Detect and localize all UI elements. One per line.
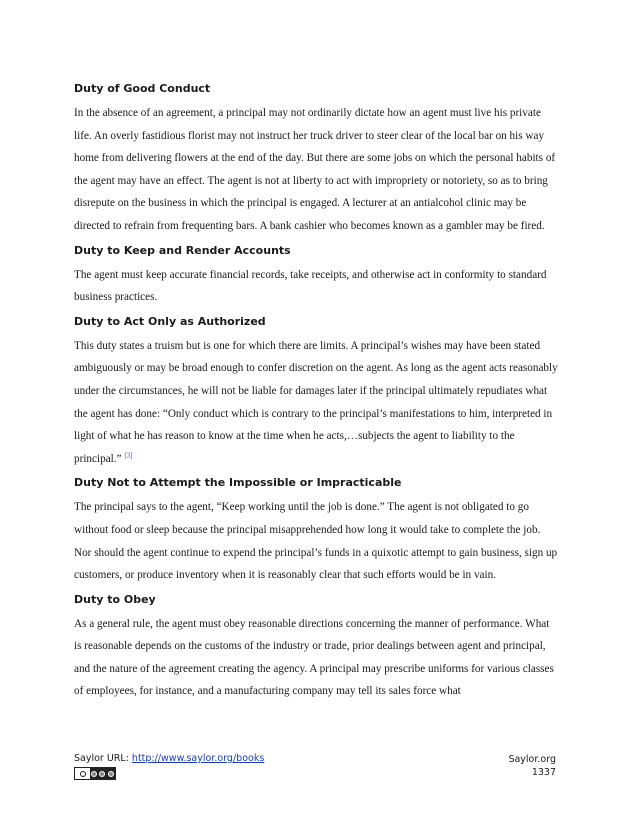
page-number: 1337 xyxy=(531,767,556,778)
paragraph-obey: As a general rule, the agent must obey reasonable directions concerning the manner of performance. What is reasonable depends on the customs of the industry or trade, prior dealings between agent and principal, and the nature of the agreement creating the agency. A principal may prescribe uniforms for various classes of employees, for instance, and a manufacturing company may tell its sales force what xyxy=(74,617,554,698)
heading-obey: Duty to Obey xyxy=(74,592,156,606)
footer-site-info xyxy=(508,753,556,779)
paragraph-keep-accounts: The agent must keep accurate financial records, take receipts, and otherwise act in conformity to standard business practices. xyxy=(74,268,547,304)
footnote-link[interactable]: [3] xyxy=(124,450,133,459)
footer-url xyxy=(74,753,264,764)
paragraph-not-impossible: The principal says to the agent, “Keep working until the job is done.” The agent is not obligated to go without food or sleep because the principal misapprehended how long it would take to complete the job. Nor should the agent continue to expend the principal’s funds in a quixotic attempt to gain business, sign up customers, or produce inventory when it is reasonably clear that such efforts would be in vain. xyxy=(74,501,558,582)
footer-url-label: Saylor URL: xyxy=(74,753,132,764)
creative-commons-icon xyxy=(74,767,116,780)
cc-attribution-icons xyxy=(90,768,115,779)
heading-good-conduct: Duty of Good Conduct xyxy=(74,82,211,95)
page-content xyxy=(74,80,558,707)
heading-keep-accounts: Duty to Keep and Render Accounts xyxy=(74,243,291,257)
cc-logo-icon xyxy=(75,768,90,779)
footer-url-link[interactable]: http://www.saylor.org/books xyxy=(131,753,265,764)
heading-not-impossible: Duty Not to Attempt the Impossible or Impracticable xyxy=(74,476,402,490)
paragraph-act-authorized-text: This duty states a truism but is one for which there are limits. A principal’s wishes may have been stated ambiguously or may be broad enough to confer discretion on the agent. As long as the agent acts reasonably under the circumstances, he will not be liable for damages later if the principal ultimately repudiates what the agent has done: “Only conduct which is contrary to the principal’s manifestations to him, interpreted in light of what he has reason to know at the time when he acts,…subjects the agent to liability to the principal.” xyxy=(74,339,558,465)
footer-site: Saylor.org xyxy=(508,754,556,765)
heading-act-authorized: Duty to Act Only as Authorized xyxy=(74,314,266,328)
paragraph-good-conduct: In the absence of an agreement, a principal may not ordinarily dictate how an agent must live his private life. An overly fastidious florist may not instruct her truck driver to steer clear of the local bar on his way home from delivering flowers at the end of the day. But there are some jobs on which the personal habits of the agent may have an effect. The agent is not at liberty to act with impropriety or notoriety, so as to bring disrepute on the business in which the principal is engaged. A lecturer at an antialcohol clinic may be directed to refrain from frequenting bars. A bank cashier who becomes known as a gambler may be fired. xyxy=(74,107,556,232)
paragraph-act-authorized xyxy=(74,335,558,471)
